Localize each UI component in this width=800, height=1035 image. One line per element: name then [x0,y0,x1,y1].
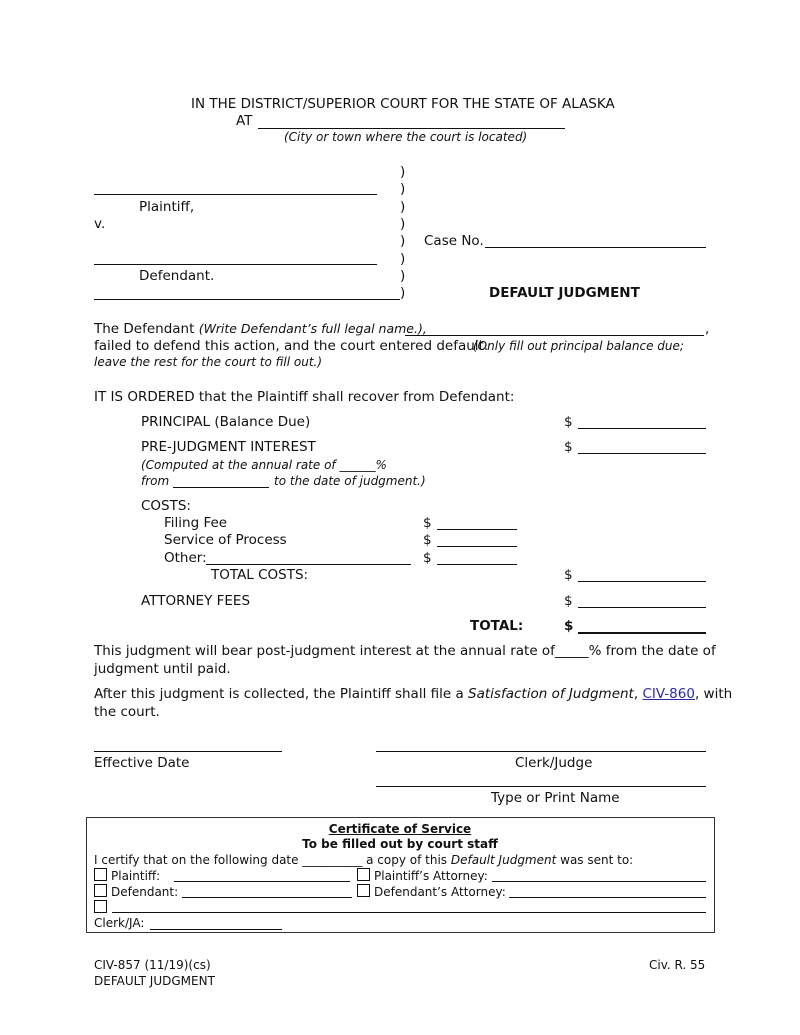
computed-from-label: from [141,474,170,488]
civ-860-link[interactable]: CIV-860 [642,686,695,702]
other-label: Other: [164,550,207,566]
filing-fee-label: Filing Fee [164,515,228,531]
costs-label: COSTS: [141,498,191,514]
plaintiff-name-field[interactable] [94,194,377,195]
paren: ) [400,216,406,232]
collected-comma: , [633,686,639,702]
interest-text-2: judgment until paid. [94,661,231,677]
cert-defendant-attorney-row [357,884,506,899]
collected-text-a: After this judgment is collected, the Plaintiff shall file a [94,686,464,702]
certificate-subtitle: To be filled out by court staff [302,837,498,851]
satisfaction-title: Satisfaction of Judgment [468,686,634,702]
collected-text-1 [94,686,732,702]
paren: ) [400,233,406,249]
service-label: Service of Process [164,532,287,548]
effective-date-field[interactable] [94,751,282,752]
total-label: TOTAL: [470,618,524,634]
clerk-judge-signature-field[interactable] [376,751,706,752]
defendant-attorney-checkbox[interactable] [357,884,370,897]
print-name-label: Type or Print Name [491,790,620,806]
failed-to-defend-text: failed to defend this action, and the court entered default. [94,338,489,354]
paren: ) [400,164,406,180]
form-name: DEFAULT JUDGMENT [94,974,215,988]
principal-label: PRINCIPAL (Balance Due) [141,414,311,430]
plaintiff-checkbox[interactable] [94,868,107,881]
total-dollar: $ [564,618,574,634]
defendant-label: Defendant. [139,268,215,284]
total-costs-field[interactable] [578,581,706,582]
collected-with: , with [694,686,733,702]
cert-plaintiff-label: Plaintiff: [111,869,161,883]
fill-hint-1: (Only fill out principal balance due; [473,339,684,353]
prejudgment-amount-field[interactable] [578,453,706,454]
attorney-fees-dollar: $ [564,593,573,609]
service-field[interactable] [437,546,517,547]
cert-plaintiff-row [94,868,160,883]
computed-from-field[interactable] [173,487,269,488]
cert-other-field[interactable] [112,912,706,913]
plaintiff-label: Plaintiff, [139,199,195,215]
paren: ) [400,181,406,197]
defendant-name-hint: (Write Defendant’s full legal name.), [198,321,427,336]
paren: ) [400,199,406,215]
civil-rule: Civ. R. 55 [649,958,706,972]
versus-label: v. [94,216,106,232]
defendant-statement-label: The Defendant [94,321,195,337]
certify-default-judgment: Default Judgment [450,853,557,867]
cert-plaintiff-attorney-row [357,868,488,883]
total-costs-label: TOTAL COSTS: [211,567,309,583]
defendant-comma: , [705,321,710,337]
interest-text-1: This judgment will bear post-judgment interest at the annual rate of_____% from the date of [94,643,716,659]
total-field[interactable] [578,632,706,634]
cert-defendant-row [94,884,178,899]
effective-date-label: Effective Date [94,755,190,771]
defendant-name-field[interactable] [94,264,377,265]
principal-dollar: $ [564,414,573,430]
prejudgment-dollar: $ [564,439,573,455]
cert-clerk-field[interactable] [150,929,282,930]
ordered-text: IT IS ORDERED that the Plaintiff shall recover from Defendant: [94,389,515,405]
other-dollar: $ [423,550,432,566]
form-id: CIV-857 (11/19)(cs) [94,958,211,972]
clerk-judge-label: Clerk/Judge [515,755,593,771]
case-no-field[interactable] [485,247,706,248]
cert-defendant-attorney-field[interactable] [509,897,706,898]
certify-text-c: was sent to: [560,853,634,867]
computed-to-date-text: to the date of judgment.) [274,474,426,488]
certificate-title: Certificate of Service [328,822,472,836]
plaintiff-attorney-checkbox[interactable] [357,868,370,881]
paren: ) [400,251,406,267]
document-title: DEFAULT JUDGMENT [489,285,640,301]
court-location-field[interactable] [258,128,565,129]
case-no-label: Case No. [424,233,484,249]
certify-text [94,853,633,867]
location-hint: (City or town where the court is located) [284,130,528,144]
other-amount-field[interactable] [437,564,517,565]
fill-hint-2: leave the rest for the court to fill out.) [94,355,323,369]
caption-bottom-rule [94,299,400,300]
paren: ) [400,285,406,301]
principal-amount-field[interactable] [578,428,706,429]
filing-fee-field[interactable] [437,529,517,530]
filing-fee-dollar: $ [423,515,432,531]
cert-other-row [94,900,111,915]
cert-defendant-field[interactable] [182,897,352,898]
service-dollar: $ [423,532,432,548]
cert-defendant-attorney-label: Defendant’s Attorney: [374,885,506,899]
computed-rate-text: (Computed at the annual rate of ______% [141,458,387,472]
prejudgment-label: PRE-JUDGMENT INTEREST [141,439,316,455]
cert-defendant-label: Defendant: [111,885,179,899]
other-description-field[interactable] [206,564,411,565]
attorney-fees-label: ATTORNEY FEES [141,593,251,609]
total-costs-dollar: $ [564,567,573,583]
attorney-fees-field[interactable] [578,607,706,608]
at-label: AT [236,113,253,129]
cert-clerk-label: Clerk/JA: [94,916,145,930]
collected-text-2: the court. [94,704,160,720]
certify-text-a: I certify that on the following date __________ a copy of this [94,853,448,867]
defendant-statement [94,321,427,337]
cert-plaintiff-field[interactable] [174,881,350,882]
cert-plaintiff-attorney-field[interactable] [492,881,706,882]
defendant-checkbox[interactable] [94,884,107,897]
court-heading: IN THE DISTRICT/SUPERIOR COURT FOR THE STATE OF ALASKA [191,96,615,112]
other-checkbox[interactable] [94,900,107,913]
cert-plaintiff-attorney-label: Plaintiff’s Attorney: [374,869,488,883]
paren: ) [400,268,406,284]
print-name-field[interactable] [376,786,706,787]
defendant-full-name-field[interactable] [405,335,704,336]
